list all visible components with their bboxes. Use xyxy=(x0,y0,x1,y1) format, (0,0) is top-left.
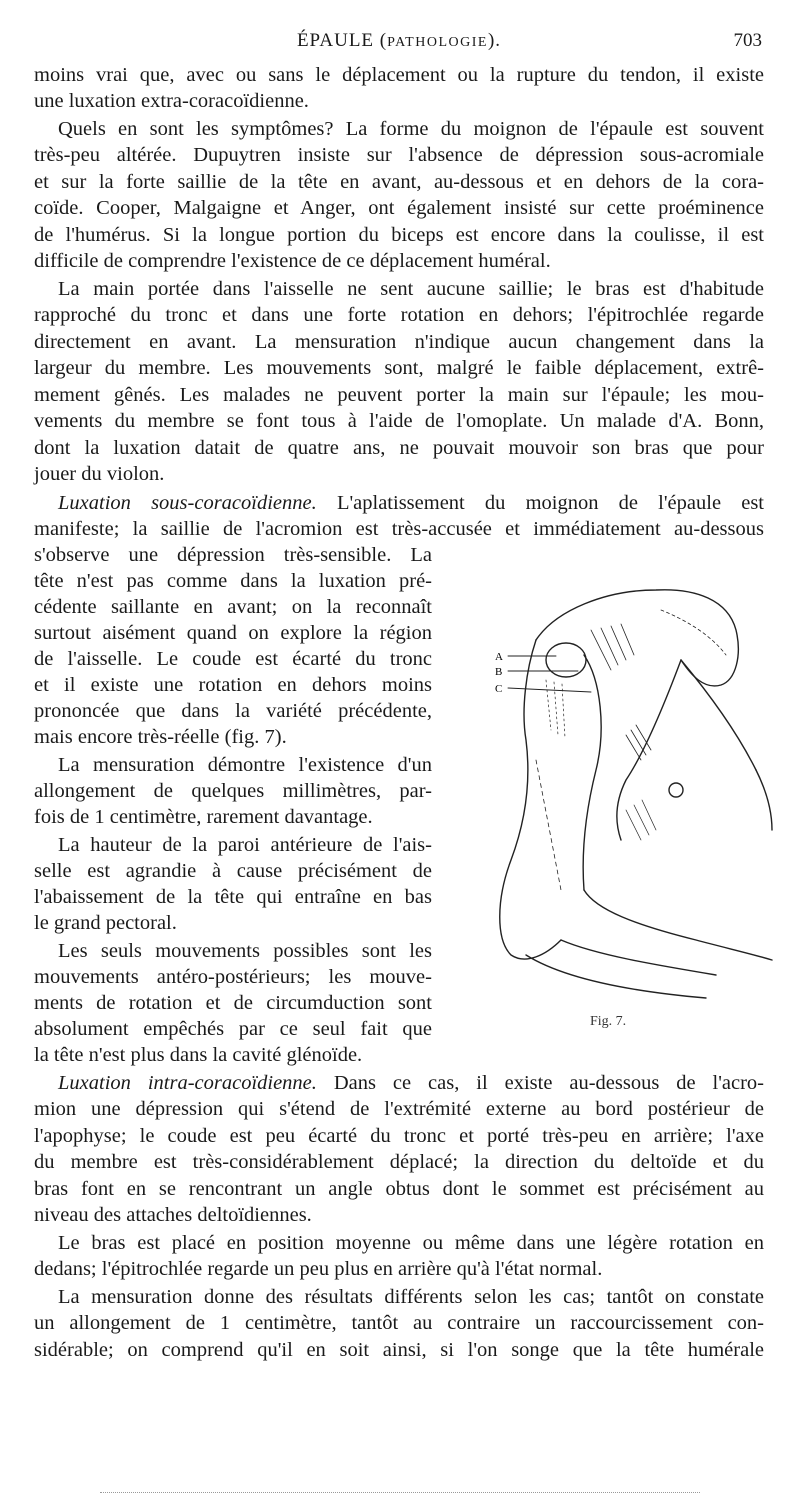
text-line: La mensuration donne des résultats différents selon les cas; tantôt on constate xyxy=(58,1286,764,1308)
text-line: Luxation sous-coracoïdienne. L'aplatissement du moignon de l'épaule est xyxy=(58,492,764,514)
text-line: de l'aisselle. Le coude est écarté du tronc xyxy=(34,648,432,670)
bottom-scan-marks xyxy=(100,1492,700,1497)
text-line: largeur du membre. Les mouvements sont, malgré le faible déplacement, extrê- xyxy=(34,357,764,379)
text-line: Quels en sont les symptômes? La forme du moignon de l'épaule est souvent xyxy=(58,118,764,140)
text-line: jouer du violon. xyxy=(34,463,165,485)
text-line: la tête n'est plus dans la cavité glénoïde. xyxy=(34,1044,363,1066)
text-line: mais encore très-réelle (fig. 7). xyxy=(34,726,287,748)
text-line: moins vrai que, avec ou sans le déplacement ou la rupture du tendon, il existe xyxy=(34,64,764,86)
text-line: du membre est très-considérablement déplacé; la direction du deltoïde et du xyxy=(34,1151,764,1173)
text-line: une luxation extra-coracoïdienne. xyxy=(34,90,309,112)
figure-label-b: B xyxy=(495,666,503,678)
text-line: surtout aisément quand on explore la région xyxy=(34,622,432,644)
text-line: très-peu altérée. Dupuytren insiste sur l'absence de dépression sous-acromiale xyxy=(34,144,764,166)
figure-label-c: C xyxy=(495,683,503,695)
text-line: prononcée que dans la variété précédente, xyxy=(34,700,432,722)
running-head-end: ). xyxy=(487,30,502,51)
text-line: sidérable; on comprend qu'il en soit ainsi, si l'on songe que la tête humérale xyxy=(34,1339,764,1361)
text-line: bras font en se rencontrant un angle obtus dont le sommet est précisément au xyxy=(34,1178,764,1200)
text-line: La hauteur de la paroi antérieure de l'ais- xyxy=(58,834,432,856)
text-line: l'apophyse; le coude est peu écarté du tronc et porté très-peu en arrière; l'axe xyxy=(34,1125,764,1147)
text-line: l'abaissement de la tête qui entraîne en bas xyxy=(34,886,432,908)
text-line: mouvements antéro-postérieurs; les mouve- xyxy=(34,966,432,988)
text-line: allongement de quelques millimètres, par- xyxy=(34,780,432,802)
text-line: et sur la forte saillie de la tête en avant, au-dessous et en dehors de la cora- xyxy=(34,171,764,193)
text-line: ments de rotation et de circumduction sont xyxy=(34,992,432,1014)
text-line: fois de 1 centimètre, rarement davantage. xyxy=(34,806,373,828)
figure-label-a: A xyxy=(495,651,503,663)
text-line: coïde. Cooper, Malgaigne et Anger, ont également insisté sur cette proéminence xyxy=(34,197,764,219)
text-line: de l'humérus. Si la longue portion du biceps est encore dans la coulisse, il est xyxy=(34,224,764,246)
text-line: dont la luxation datait de quatre ans, ne pouvait mouvoir son bras que pour xyxy=(34,437,764,459)
text-line: La main portée dans l'aisselle ne sent aucune saillie; le bras est d'habitude xyxy=(58,278,764,300)
section-heading-intra-coracoidienne: Luxation intra-coracoïdienne. xyxy=(58,1072,317,1094)
text-line: dedans; l'épitrochlée regarde un peu plus en arrière qu'à l'état normal. xyxy=(34,1258,603,1280)
section-heading-sous-coracoidienne: Luxation sous-coracoïdienne. xyxy=(58,492,317,514)
text-line: cédente saillante en avant; on la reconnaît xyxy=(34,596,432,618)
text-line: Les seuls mouvements possibles sont les xyxy=(58,940,432,962)
text-line: un allongement de 1 centimètre, tantôt au contraire un raccourcissement con- xyxy=(34,1312,764,1334)
shoulder-illustration xyxy=(466,560,774,1010)
text-line: s'observe une dépression très-sensible. La xyxy=(34,544,432,566)
text-line: absolument empêchés par ce seul fait que xyxy=(34,1018,432,1040)
page-header xyxy=(34,28,764,58)
text-line: rapproché du tronc et dans une forte rotation en dehors; l'épitrochlée regarde xyxy=(34,304,764,326)
text-line: mement gênés. Les malades ne peuvent porter la main sur l'épaule; les mou- xyxy=(34,384,764,406)
text-line: et il existe une rotation en dehors moins xyxy=(34,674,432,696)
text-line: vements du membre se font tous à l'aide de l'omoplate. Un malade d'A. Bonn, xyxy=(34,410,764,432)
running-head xyxy=(34,30,764,52)
text-line: niveau des attaches deltoïdiennes. xyxy=(34,1204,312,1226)
text-line: tête n'est pas comme dans la luxation pré- xyxy=(34,570,432,592)
text-line: La mensuration démontre l'existence d'un xyxy=(58,754,432,776)
text-line: directement en avant. La mensuration n'indique aucun changement dans la xyxy=(34,331,764,353)
figure-shoulder-luxation xyxy=(466,560,774,1010)
running-head-small: PATHOLOGIE xyxy=(387,35,488,50)
figure-caption: Fig. 7. xyxy=(590,1014,627,1029)
text-line: Luxation intra-coracoïdienne. Dans ce cas, il existe au-dessous de l'acro- xyxy=(58,1072,765,1094)
text-line: mion une dépression qui s'étend de l'extrémité externe au bord postérieur de xyxy=(34,1098,764,1120)
text-line: selle est agrandie à cause précisément de xyxy=(34,860,432,882)
page-number: 703 xyxy=(733,30,762,51)
text-line: Le bras est placé en position moyenne ou même dans une légère rotation en xyxy=(58,1232,764,1254)
running-head-main: ÉPAULE ( xyxy=(296,30,388,51)
text-line: manifeste; la saillie de l'acromion est très-accusée et immédiatement au-dessous xyxy=(34,518,764,540)
text-line: le grand pectoral. xyxy=(34,912,177,934)
text-line: difficile de comprendre l'existence de ce déplacement huméral. xyxy=(34,250,551,272)
